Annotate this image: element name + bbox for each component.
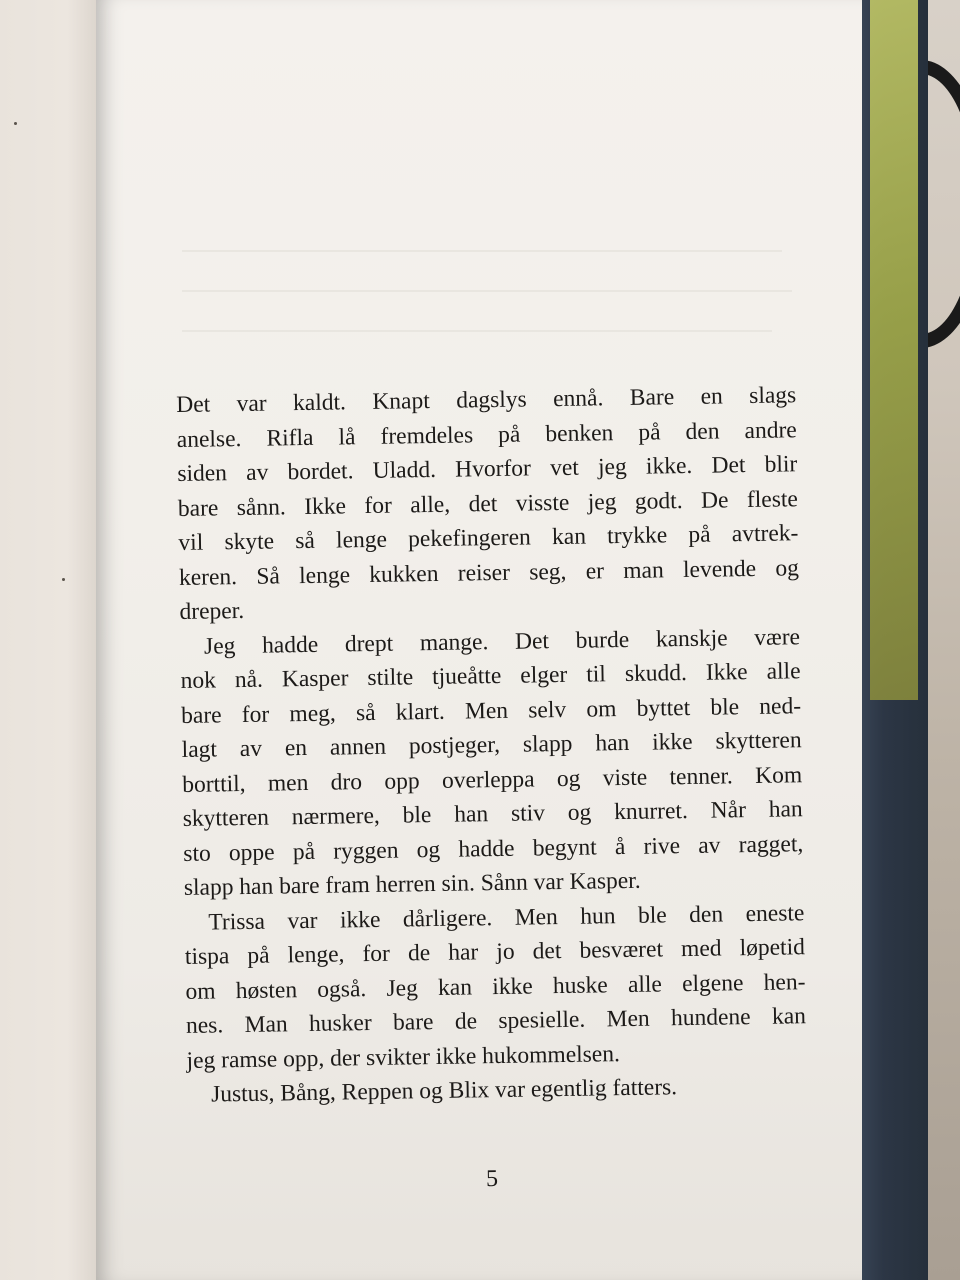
text-line: slapp han bare fram herren sin. Sånn var Kasper. — [183, 867, 641, 901]
text-line: bare sånn. Ikke for alle, det visste jeg godt. De fleste — [177, 485, 799, 522]
text-line: Det var kaldt. Knapt dagslys ennå. Bare en slags — [176, 382, 797, 418]
paragraph — [184, 896, 807, 1078]
text-line: jeg ramse opp, der svikter ikke hukommelsen. — [186, 1040, 621, 1074]
text-line: Trissa var ikke dårligere. Men hun ble den eneste — [208, 899, 805, 936]
text-line: Jeg hadde drept mange. Det burde kanskje være — [203, 623, 801, 660]
page-speck — [62, 578, 65, 581]
page-text — [176, 378, 807, 1112]
text-line: anelse. Rifla lå fremdeles på benken på den andre — [176, 416, 797, 453]
text-line: dreper. — [179, 597, 245, 625]
show-through-line — [182, 250, 782, 252]
show-through-line — [182, 330, 772, 332]
text-line: om høsten også. Jeg kan ikke huske alle elgene hen- — [185, 968, 806, 1005]
text-line: siden av bordet. Uladd. Hvorfor vet jeg ikke. Det blir — [177, 451, 798, 487]
text-line: tispa på lenge, for de har jo det besværet med løpetid — [184, 934, 806, 970]
book-cover-edge — [870, 0, 918, 700]
text-line: borttil, men dro opp overleppa og viste tenner. Kom — [182, 761, 803, 798]
book-page — [96, 0, 862, 1280]
show-through-line — [182, 290, 792, 292]
paragraph — [176, 378, 800, 629]
text-line: lagt av en annen postjeger, slapp han ikke skytteren — [181, 727, 802, 763]
page-speck — [14, 122, 17, 125]
page-number: 5 — [485, 1165, 499, 1193]
text-line: bare for meg, så klart. Men selv om byttet ble ned- — [180, 692, 802, 729]
paragraph — [180, 620, 804, 906]
text-line: keren. Så lenge kukken reiser seg, er man levende og — [178, 554, 800, 591]
text-line: nok nå. Kasper stilte tjueåtte elger til skudd. Ikke alle — [180, 658, 801, 694]
text-line: Justus, Bång, Reppen og Blix var egentlig fatters. — [210, 1074, 678, 1108]
text-line: nes. Man husker bare de spesielle. Men hundene kan — [185, 1003, 807, 1039]
text-line: sto oppe på ryggen og hadde begynt å rive av ragget, — [183, 830, 804, 867]
text-line: skytteren nærmere, ble han stiv og knurret. Når han — [182, 796, 803, 832]
text-line: vil skyte så lenge pekefingeren kan trykke på avtrek- — [178, 520, 799, 556]
